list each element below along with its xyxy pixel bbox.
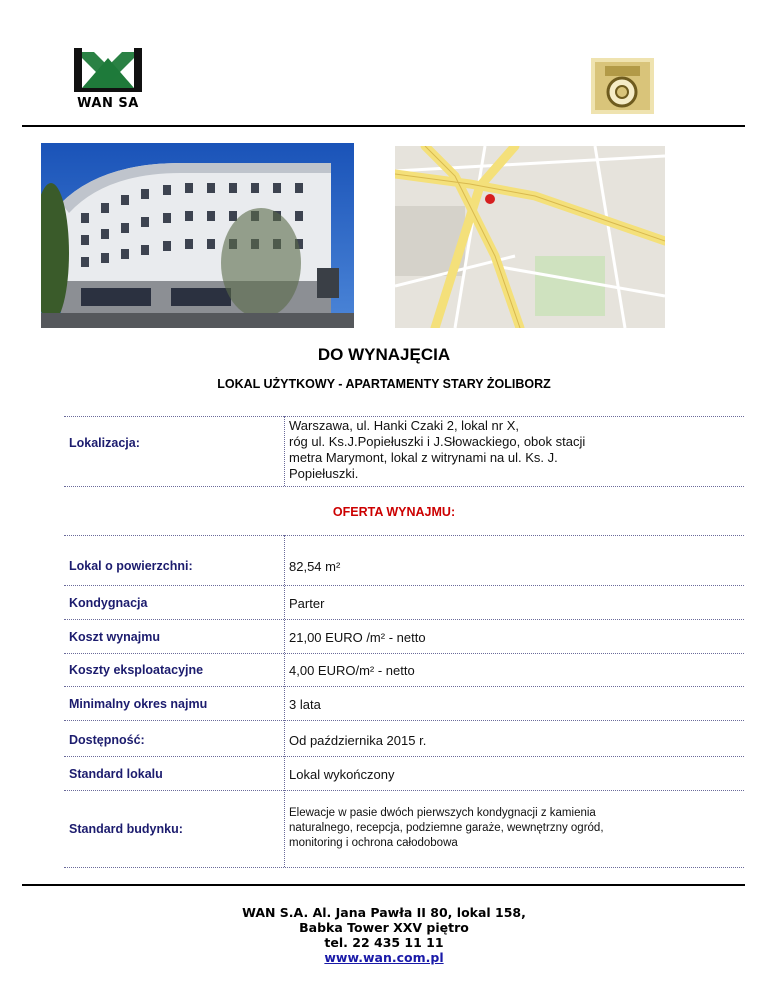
table-divider bbox=[64, 535, 744, 536]
footer-phone: tel. 22 435 11 11 bbox=[324, 935, 444, 950]
footer-building: Babka Tower XXV piętro bbox=[299, 920, 469, 935]
page-title: DO WYNAJĘCIA bbox=[317, 345, 451, 364]
row-label-availability: Dostępność: bbox=[69, 733, 145, 747]
table-divider bbox=[64, 653, 744, 654]
footer-website-link[interactable]: www.wan.com.pl bbox=[324, 950, 444, 965]
location-map-pin-icon bbox=[485, 194, 495, 204]
table-divider bbox=[64, 867, 744, 868]
table-divider bbox=[64, 585, 744, 586]
row-value-service-charge: 4,00 EURO/m² - netto bbox=[289, 663, 415, 678]
table-divider bbox=[64, 686, 744, 687]
row-value-unit-standard: Lokal wykończony bbox=[289, 767, 395, 782]
location-line: Popiełuszki. bbox=[289, 466, 359, 481]
table-divider bbox=[64, 416, 744, 417]
certificate-emblem-icon bbox=[591, 58, 654, 114]
footer-address: WAN S.A. Al. Jana Pawła II 80, lokal 158, bbox=[242, 905, 526, 920]
row-label-area: Lokal o powierzchni: bbox=[69, 559, 193, 573]
page-subtitle: LOKAL UŻYTKOWY - APARTAMENTY STARY ŻOLIBORZ bbox=[217, 377, 551, 391]
row-value-area: 82,54 m² bbox=[289, 559, 341, 574]
location-map bbox=[395, 146, 665, 328]
row-value-floor: Parter bbox=[289, 596, 325, 611]
row-value-rent: 21,00 EURO /m² - netto bbox=[289, 630, 426, 645]
wan-logo bbox=[68, 44, 148, 116]
footer-divider bbox=[22, 884, 745, 886]
table-column-divider bbox=[284, 416, 285, 486]
location-line: róg ul. Ks.J.Popiełuszki i J.Słowackiego, obok stacji bbox=[289, 434, 586, 449]
offer-heading: OFERTA WYNAJMU: bbox=[332, 505, 456, 519]
row-label-min-term: Minimalny okres najmu bbox=[69, 697, 208, 711]
table-divider bbox=[64, 756, 744, 757]
row-label-building-standard: Standard budynku: bbox=[69, 822, 183, 836]
table-divider bbox=[64, 486, 744, 487]
table-divider bbox=[64, 790, 744, 791]
row-value-min-term: 3 lata bbox=[289, 697, 321, 712]
row-label-service-charge: Koszty eksploatacyjne bbox=[69, 663, 204, 677]
footer bbox=[0, 905, 768, 965]
row-value-building-standard bbox=[289, 806, 709, 851]
row-label-floor: Kondygnacja bbox=[69, 596, 148, 610]
row-label-rent: Koszt wynajmu bbox=[69, 630, 160, 644]
building-standard-line: Elewacje w pasie dwóch pierwszych kondygnacji z kamienia bbox=[289, 807, 596, 819]
location-label: Lokalizacja: bbox=[69, 436, 140, 450]
row-value-availability: Od października 2015 r. bbox=[289, 733, 427, 748]
building-photo bbox=[41, 143, 354, 328]
location-value bbox=[289, 418, 709, 482]
wan-logo-text: WAN SA bbox=[77, 96, 139, 111]
location-line: Warszawa, ul. Hanki Czaki 2, lokal nr X, bbox=[289, 418, 519, 433]
table-divider bbox=[64, 619, 744, 620]
table-divider bbox=[64, 720, 744, 721]
location-line: metra Marymont, lokal z witrynami na ul. Ks. J. bbox=[289, 450, 558, 465]
row-label-unit-standard: Standard lokalu bbox=[69, 767, 163, 781]
header-divider bbox=[22, 125, 745, 127]
building-standard-line: monitoring i ochrona całodobowa bbox=[289, 837, 458, 849]
building-standard-line: naturalnego, recepcja, podziemne garaże, wewnętrzny ogród, bbox=[289, 822, 604, 834]
